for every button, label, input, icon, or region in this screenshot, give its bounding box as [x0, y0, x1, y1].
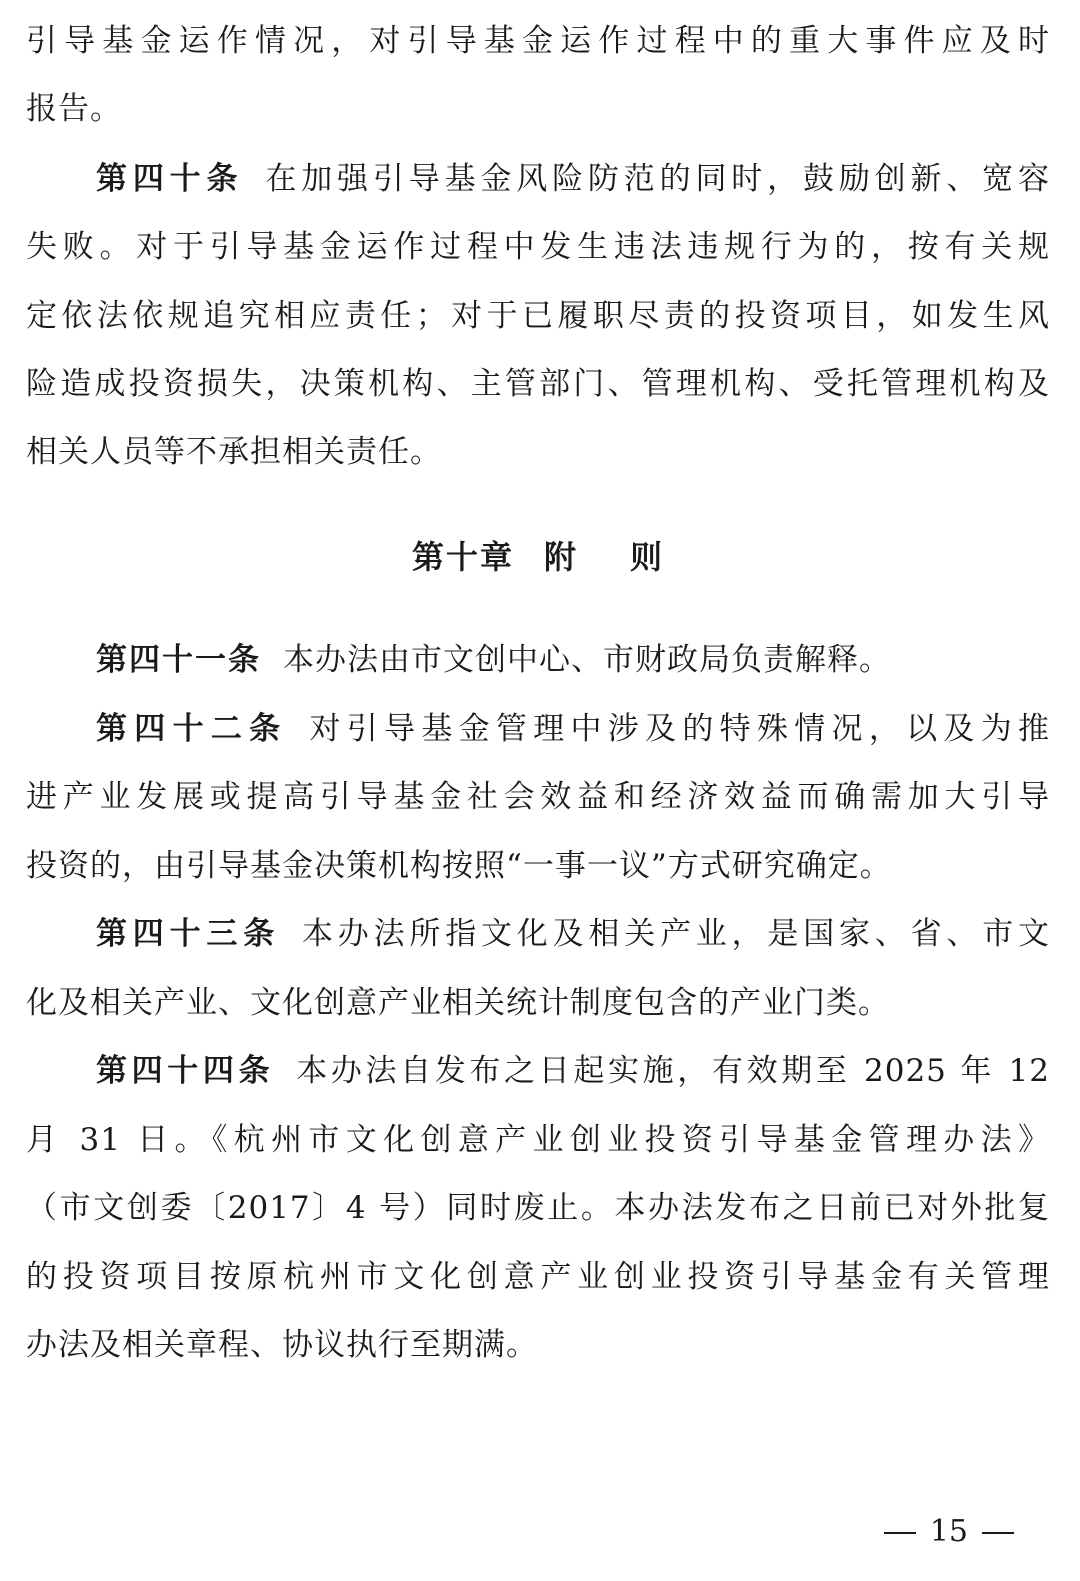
paragraph-line: 引导基金运作情况，对引导基金运作过程中的重大事件应及时 [26, 23, 1050, 59]
chapter-title-part: 则 [630, 538, 665, 576]
dash-left [884, 1532, 916, 1534]
article-43-text: 本办法所指文化及相关产业，是国家、省、市文 [302, 916, 1050, 952]
paragraph-line: 月 31 日。《杭州市文化创意产业创业投资引导基金管理办法》 [26, 1122, 1050, 1158]
paragraph-line: 投资的，由引导基金决策机构按照“一事一议”方式研究确定。 [26, 848, 892, 884]
paragraph-line: 险造成投资损失，决策机构、主管部门、管理机构、受托管理机构及 [26, 366, 1050, 402]
chapter-title-part: 附 [543, 538, 578, 576]
page-number-value: 15 [929, 1514, 968, 1549]
paragraph-line: 进产业发展或提高引导基金社会效益和经济效益而确需加大引导 [26, 779, 1050, 815]
paragraph-line: 的投资项目按原杭州市文化创意产业创业投资引导基金有关管理 [26, 1259, 1050, 1295]
article-41-text: 本办法由市文创中心、市财政局负责解释。 [283, 642, 891, 678]
chapter-number: 第十章 [411, 538, 514, 576]
dash-right [982, 1532, 1014, 1534]
article-40-label: 第四十条 [96, 161, 244, 197]
paragraph-line: （市文创委〔2017〕4 号）同时废止。本办法发布之日前已对外批复 [26, 1190, 1050, 1226]
page-number [870, 1512, 1028, 1552]
article-40-first-line [26, 154, 1050, 204]
paragraph-line: 办法及相关章程、协议执行至期满。 [26, 1327, 538, 1363]
article-41-line [26, 635, 1050, 685]
article-42-text: 对引导基金管理中涉及的特殊情况，以及为推 [309, 711, 1051, 747]
chapter-heading [26, 527, 1050, 587]
article-44-first-line [26, 1046, 1050, 1096]
article-44-label: 第四十四条 [96, 1053, 275, 1089]
article-44-text: 本办法自发布之日起实施，有效期至 2025 年 12 [296, 1053, 1050, 1089]
article-42-label: 第四十二条 [96, 711, 288, 747]
paragraph-line: 失败。对于引导基金运作过程中发生违法违规行为的，按有关规 [26, 229, 1050, 265]
article-41-label: 第四十一条 [96, 642, 261, 678]
article-43-label: 第四十三条 [96, 916, 280, 952]
article-43-first-line [26, 909, 1050, 959]
paragraph-line: 报告。 [26, 91, 122, 127]
paragraph-line: 相关人员等不承担相关责任。 [26, 434, 442, 470]
paragraph-line: 化及相关产业、文化创意产业相关统计制度包含的产业门类。 [26, 985, 890, 1021]
paragraph-line: 定依法依规追究相应责任；对于已履职尽责的投资项目，如发生风 [26, 298, 1050, 334]
article-42-first-line [26, 704, 1050, 754]
article-40-text: 在加强引导基金风险防范的同时，鼓励创新、宽容 [265, 161, 1051, 197]
